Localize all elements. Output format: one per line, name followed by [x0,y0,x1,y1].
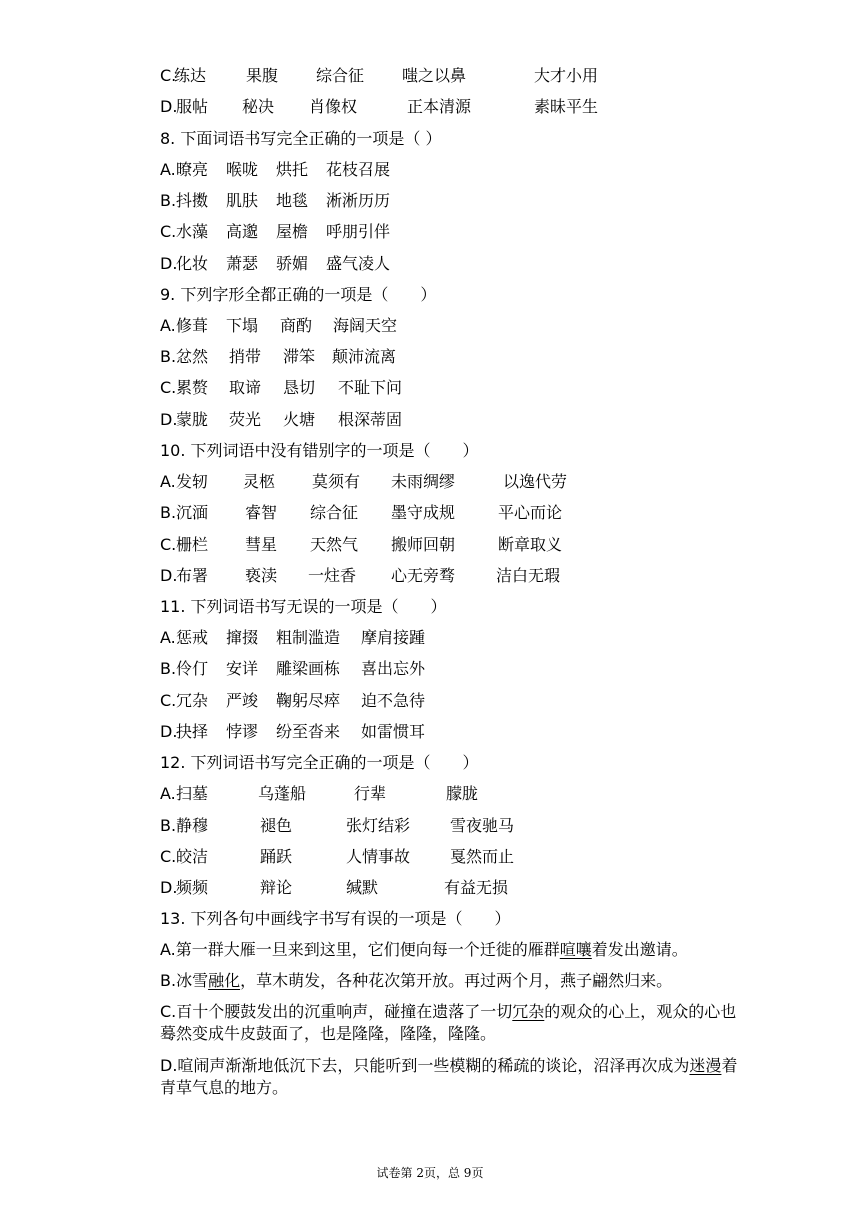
option-label: B. [160,347,177,366]
word: 彗星 [245,535,278,554]
option-label: C. [160,1002,177,1021]
option-label: C. [160,691,177,710]
word: 喉咙 [226,160,259,179]
option-label: D. [160,97,178,116]
option-label: D. [160,1056,178,1075]
word: 戛然而止 [450,847,515,866]
sentence-text: 冰雪 [176,971,209,990]
word: 皎洁 [176,847,209,866]
word: 安详 [226,659,259,678]
word: 栅栏 [176,535,209,554]
word: 未雨绸缪 [391,472,456,491]
option-label: B. [160,503,177,522]
sentence-text: 喧闹声渐渐地低沉下去，只能听到一些模糊的稀疏的谈论，沼泽再次成为 [177,1056,690,1075]
word: 惩戒 [176,628,209,647]
word: 亵渎 [245,566,278,585]
option-label: B. [160,816,177,835]
word: 暸亮 [176,160,209,179]
sentence-option [160,970,738,992]
word: 水藻 [176,222,209,241]
question-stem: 9. 下列字形全都正确的一项是（ ） [160,285,437,304]
word: 纷至沓来 [276,722,341,741]
word: 荧光 [229,410,262,429]
word: 地毯 [276,191,309,210]
option-label: D. [160,254,178,273]
option-label: A. [160,160,176,179]
word: 缄默 [346,878,379,897]
option-label: D. [160,722,178,741]
option-label: C. [160,378,177,397]
word: 滞笨 [283,347,316,366]
word: 粗制滥造 [276,628,341,647]
question-stem: 8. 下面词语书写完全正确的一项是（ ） [160,129,442,148]
sentence-text: 第一群大雁一旦来到这里，它们便向每一个迁徙的雁群 [175,940,560,959]
word: 褪色 [260,816,293,835]
word: 大才小用 [534,66,599,85]
word: 行辈 [354,784,387,803]
word: 静穆 [176,816,209,835]
word: 综合征 [316,66,365,85]
word: 布署 [176,566,209,585]
word: 抉择 [176,722,209,741]
word: 练达 [174,66,207,85]
word: 累赘 [176,378,209,397]
word: 修葺 [176,316,209,335]
word: 雕梁画栋 [276,659,341,678]
word: 盛气凌人 [326,254,391,273]
word: 迫不急待 [361,691,426,710]
word: 人情事故 [346,847,411,866]
word: 频频 [176,878,209,897]
sentence-option [160,1001,738,1045]
question-stem: 10. 下列词语中没有错别字的一项是（ ） [160,441,479,460]
word: 化妆 [176,254,209,273]
word: 根深蒂固 [338,410,403,429]
option-label: A. [160,784,176,803]
option-label: C. [160,222,177,241]
word: 伶仃 [176,659,209,678]
option-label: A. [160,940,176,959]
sentence-option [160,1055,738,1099]
option-label: B. [160,659,177,678]
word: 张灯结彩 [346,816,411,835]
word: 睿智 [245,503,278,522]
sentence-text: 百十个腰鼓发出的沉重响声，碰撞在遗落了一切 [176,1002,513,1021]
word: 肖像权 [309,97,358,116]
word: 乌蓬船 [258,784,307,803]
option-label: B. [160,971,177,990]
sentence-text: ，草木萌发，各种花次第开放。再过两个月，燕子翩然归来。 [240,971,673,990]
word: 雪夜驰马 [450,816,515,835]
word: 呼朋引伴 [326,222,391,241]
word: 火塘 [283,410,316,429]
word: 嗤之以鼻 [402,66,467,85]
word: 严竣 [226,691,259,710]
word: 平心而论 [498,503,563,522]
word: 莫须有 [312,472,361,491]
word: 摩肩接踵 [361,628,426,647]
word: 撺掇 [226,628,259,647]
option-label: C. [160,66,177,85]
word: 辩论 [260,878,293,897]
option-label: A. [160,472,176,491]
word: 心无旁骛 [391,566,456,585]
word: 商酌 [280,316,313,335]
word: 如雷惯耳 [361,722,426,741]
word: 沉湎 [176,503,209,522]
word: 骄媚 [276,254,309,273]
word: 忿然 [176,347,209,366]
word: 烘托 [276,160,309,179]
question-stem: 12. 下列词语书写完全正确的一项是（ ） [160,753,479,772]
sentence-text: 着发出邀请。 [591,940,688,959]
word: 墨守成规 [391,503,456,522]
word: 天然气 [310,535,359,554]
option-label: C. [160,847,177,866]
word: 洁白无瑕 [496,566,561,585]
word: 以逸代劳 [503,472,568,491]
word: 一炷香 [308,566,357,585]
word: 喜出忘外 [361,659,426,678]
option-label: C. [160,535,177,554]
option-label: A. [160,316,176,335]
word: 鞠躬尽瘁 [276,691,341,710]
word: 淅淅历历 [326,191,391,210]
word: 颠沛流离 [332,347,397,366]
sentence-option [160,939,738,961]
word: 取谛 [229,378,262,397]
word: 萧瑟 [226,254,259,273]
underlined-word: 喧嚷 [559,940,592,959]
sentence-text: 的观众的心上，观众的心也蓦然变成牛皮鼓面了，也是隆隆，隆隆，隆隆。 [160,1002,737,1043]
word: 有益无损 [444,878,509,897]
word: 抖擞 [176,191,209,210]
question-stem: 13. 下列各句中画线字书写有误的一项是（ ） [160,909,511,928]
word: 屋檐 [276,222,309,241]
word: 肌肤 [226,191,259,210]
word: 服帖 [176,97,209,116]
word: 正本清源 [407,97,472,116]
word: 海阔天空 [333,316,398,335]
word: 冗杂 [176,691,209,710]
underlined-word: 迷漫 [689,1056,722,1075]
option-label: D. [160,566,178,585]
option-label: A. [160,628,176,647]
question-stem: 11. 下列词语书写无误的一项是（ ） [160,597,447,616]
word: 综合征 [310,503,359,522]
word: 断章取义 [498,535,563,554]
option-label: D. [160,410,178,429]
word: 悖谬 [226,722,259,741]
word: 扫墓 [176,784,209,803]
word: 果腹 [246,66,279,85]
word: 踊跃 [260,847,293,866]
underlined-word: 融化 [208,971,241,990]
word: 不耻下问 [338,378,403,397]
word: 恳切 [283,378,316,397]
underlined-word: 冗杂 [512,1002,545,1021]
word: 发轫 [176,472,209,491]
word: 素昧平生 [534,97,599,116]
word: 朦胧 [446,784,479,803]
word: 捎带 [229,347,262,366]
word: 蒙胧 [176,410,209,429]
word: 搬师回朝 [391,535,456,554]
word: 秘决 [242,97,275,116]
option-label: B. [160,191,177,210]
word: 花枝召展 [326,160,391,179]
word: 高邈 [226,222,259,241]
option-label: D. [160,878,178,897]
word: 灵柩 [243,472,276,491]
word: 下塌 [226,316,259,335]
page-footer: 试卷第 2页，总 9页 [376,1166,484,1180]
sentence-text: 着青草气息的地方。 [160,1056,738,1097]
